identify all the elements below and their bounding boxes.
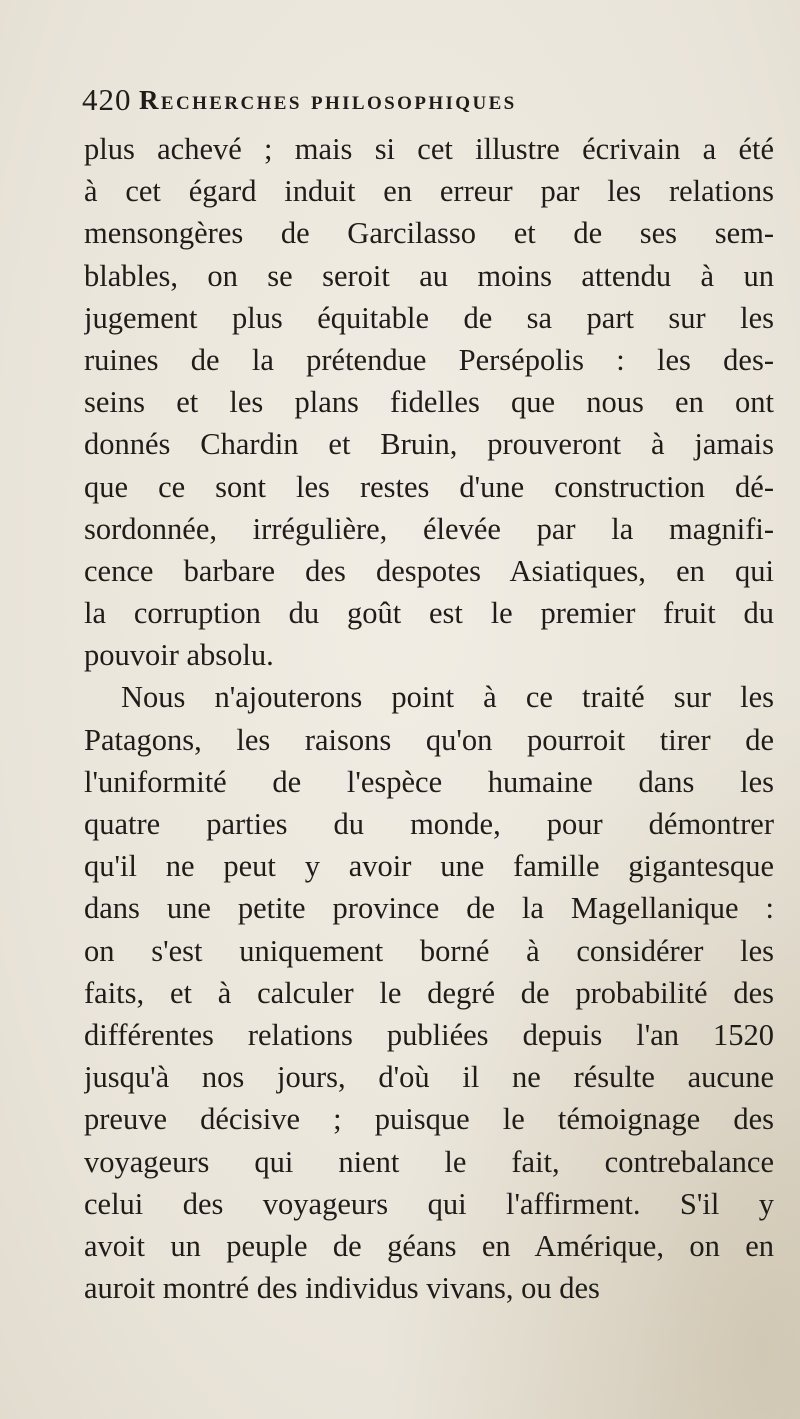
text-line: avoit un peuple de géans en Amérique, on en xyxy=(84,1228,774,1263)
text-line: auroit montré des individus vivans, ou des xyxy=(84,1271,600,1306)
text-line: voyageurs qui nient le fait, contrebalance xyxy=(84,1144,774,1179)
page-number: 420 xyxy=(82,82,132,117)
text-line: cence barbare des despotes Asiatiques, en qui xyxy=(84,553,774,588)
text-line: sordonnée, irrégulière, élevée par la magnifi- xyxy=(84,511,774,546)
text-line: qu'il ne peut y avoir une famille gigantesque xyxy=(84,849,774,884)
text-line: on s'est uniquement borné à considérer les xyxy=(84,933,774,968)
page-header xyxy=(82,80,782,120)
text-line: Nous n'ajouterons point à ce traité sur les xyxy=(121,680,774,715)
text-line: dans une petite province de la Magellanique : xyxy=(84,891,774,926)
text-line: l'uniformité de l'espèce humaine dans les xyxy=(84,764,774,799)
text-line: donnés Chardin et Bruin, prouveront à jamais xyxy=(84,427,774,462)
text-line: seins et les plans fidelles que nous en ont xyxy=(84,385,774,420)
text-line: mensongères de Garcilasso et de ses sem- xyxy=(84,216,774,251)
running-title: Recherches philosophiques xyxy=(139,85,517,115)
text-line: faits, et à calculer le degré de probabilité des xyxy=(84,975,774,1010)
text-line: pouvoir absolu. xyxy=(84,638,274,673)
text-line: celui des voyageurs qui l'affirment. S'il y xyxy=(84,1186,774,1221)
text-line: jugement plus équitable de sa part sur les xyxy=(84,300,774,335)
text-line: Patagons, les raisons qu'on pourroit tirer de xyxy=(84,722,774,757)
text-line: quatre parties du monde, pour démontrer xyxy=(84,807,774,841)
text-line: plus achevé ; mais si cet illustre écrivain a été xyxy=(84,132,774,166)
text-line: différentes relations publiées depuis l'an 1520 xyxy=(84,1017,774,1052)
text-line: à cet égard induit en erreur par les relations xyxy=(84,174,774,209)
text-line: ruines de la prétendue Persépolis : les des- xyxy=(84,342,774,377)
text-line: jusqu'à nos jours, d'où il ne résulte aucune xyxy=(84,1060,774,1095)
text-line: blables, on se seroit au moins attendu à un xyxy=(84,258,774,293)
text-line: que ce sont les restes d'une construction dé- xyxy=(84,469,774,504)
text-line: preuve décisive ; puisque le témoignage des xyxy=(84,1102,774,1137)
text-line: la corruption du goût est le premier fruit du xyxy=(84,596,774,631)
body-text xyxy=(84,128,774,1309)
